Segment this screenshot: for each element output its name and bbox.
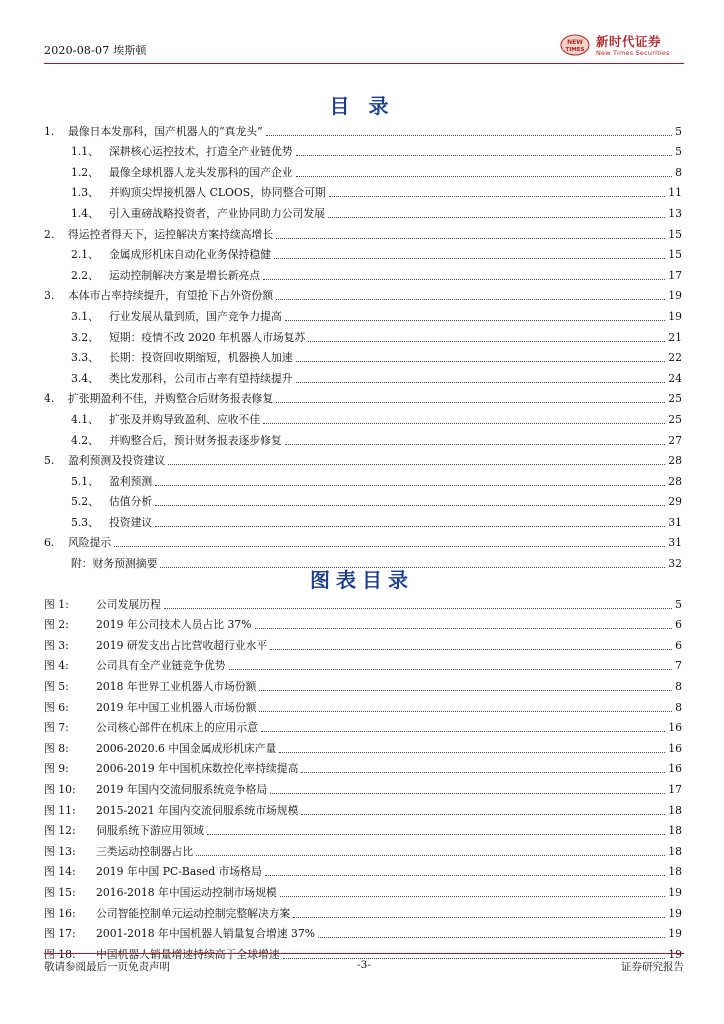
figure-caption: 2019 研发支出占比营收超行业水平 bbox=[96, 638, 268, 652]
table-of-contents bbox=[44, 118, 682, 571]
toc-entry-title: 运动控制解决方案是增长新亮点 bbox=[109, 268, 261, 282]
toc-entry-number: 3.2、 bbox=[71, 330, 99, 344]
figure-caption: 2019 年中国 PC-Based 市场格局 bbox=[96, 865, 262, 879]
logo-english-name: New Times Securities bbox=[596, 49, 670, 57]
figure-number: 图 18: bbox=[44, 947, 76, 961]
report-type: 证券研究报告 bbox=[621, 961, 684, 973]
toc-entry[interactable] bbox=[44, 530, 682, 551]
page-ref: 19 bbox=[668, 927, 682, 941]
figure-number: 图 4: bbox=[44, 659, 69, 673]
toc-entry-title: 行业发展从量到质，国产竞争力提高 bbox=[109, 309, 282, 323]
page-ref: 24 bbox=[668, 371, 682, 385]
page-ref: 31 bbox=[668, 536, 682, 550]
page-ref: 22 bbox=[668, 351, 682, 365]
page-ref: 18 bbox=[668, 865, 682, 879]
toc-entry[interactable] bbox=[44, 406, 682, 427]
toc-entry[interactable] bbox=[44, 139, 682, 160]
figure-caption: 2001-2018 年中国机器人销量复合增速 37% bbox=[96, 927, 316, 941]
toc-entry-number: 5. bbox=[44, 454, 55, 468]
toc-entry-title: 并购顶尖焊接机器人 CLOOS，协同整合可期 bbox=[109, 186, 326, 200]
toc-entry[interactable] bbox=[44, 118, 682, 139]
toc-title: 目 录 bbox=[329, 94, 395, 118]
figure-entry[interactable] bbox=[44, 591, 682, 612]
figure-number: 图 2: bbox=[44, 618, 69, 632]
dot-leader bbox=[155, 485, 665, 486]
dot-leader bbox=[280, 896, 665, 897]
toc-entry-title: 长期：投资回收期缩短，机器换人加速 bbox=[109, 351, 293, 365]
figure-entry[interactable] bbox=[44, 859, 682, 880]
toc-entry[interactable] bbox=[44, 365, 682, 386]
toc-entry-title: 最像全球机器人龙头发那科的国产企业 bbox=[109, 165, 293, 179]
figure-list-title: 图表目录 bbox=[310, 568, 414, 592]
toc-entry-number: 2. bbox=[44, 227, 55, 241]
page-ref: 25 bbox=[668, 392, 682, 406]
page-ref: 6 bbox=[675, 638, 682, 652]
toc-entry-title: 最像日本发那科，国产机器人的“真龙头” bbox=[68, 124, 263, 138]
dot-leader bbox=[263, 279, 665, 280]
figure-number: 图 16: bbox=[44, 906, 76, 920]
toc-entry[interactable] bbox=[44, 262, 682, 283]
toc-entry-number: 4. bbox=[44, 392, 55, 406]
dot-leader bbox=[328, 217, 665, 218]
figure-caption: 三类运动控制器占比 bbox=[96, 844, 194, 858]
page-ref: 29 bbox=[668, 495, 682, 509]
toc-entry-number: 5.1、 bbox=[71, 474, 99, 488]
page-ref: 13 bbox=[668, 206, 682, 220]
figure-caption: 伺服系统下游应用领域 bbox=[96, 824, 204, 838]
dot-leader bbox=[270, 793, 665, 794]
page-ref: 18 bbox=[668, 803, 682, 817]
page-ref: 5 bbox=[675, 124, 682, 138]
page-ref: 27 bbox=[668, 433, 682, 447]
toc-entry-title: 深耕核心运控技术，打造全产业链优势 bbox=[109, 145, 293, 159]
toc-entry-number: 1. bbox=[44, 124, 55, 138]
page-ref: 16 bbox=[668, 721, 682, 735]
toc-entry-title: 盈利预测及投资建议 bbox=[68, 454, 166, 468]
page-number: -3- bbox=[357, 959, 371, 971]
page-ref: 17 bbox=[668, 782, 682, 796]
page-ref: 8 bbox=[675, 165, 682, 179]
toc-entry-number: 6. bbox=[44, 536, 55, 550]
toc-entry[interactable] bbox=[44, 242, 682, 263]
toc-entry[interactable] bbox=[44, 427, 682, 448]
figure-caption: 公司发展历程 bbox=[96, 597, 161, 611]
figure-caption: 2006-2019 年中国机床数控化率持续提高 bbox=[96, 762, 299, 776]
toc-entry-title: 风险提示 bbox=[68, 536, 112, 550]
figure-number: 图 14: bbox=[44, 865, 76, 879]
page-ref: 32 bbox=[668, 557, 682, 571]
toc-entry-number: 1.2、 bbox=[71, 165, 99, 179]
figure-caption: 2016-2018 年中国运动控制市场规模 bbox=[96, 885, 277, 899]
toc-entry-number: 3.1、 bbox=[71, 309, 99, 323]
toc-entry[interactable] bbox=[44, 509, 682, 530]
page-ref: 15 bbox=[668, 248, 682, 262]
toc-entry-number: 1.4、 bbox=[71, 206, 99, 220]
figure-number: 图 13: bbox=[44, 844, 76, 858]
logo-chinese-name: 新时代证券 bbox=[596, 34, 662, 49]
toc-entry-title: 扩张及并购导致盈利、应收不佳 bbox=[109, 412, 261, 426]
page-ref: 19 bbox=[668, 885, 682, 899]
figure-entry[interactable] bbox=[44, 900, 682, 921]
toc-entry-title: 投资建议 bbox=[109, 515, 153, 529]
figure-entry[interactable] bbox=[44, 776, 682, 797]
logo-mark-icon bbox=[560, 34, 590, 56]
figure-caption: 公司具有全产业链竞争优势 bbox=[96, 659, 226, 673]
page-ref: 8 bbox=[675, 700, 682, 714]
toc-entry[interactable] bbox=[44, 159, 682, 180]
svg-text:TIMES: TIMES bbox=[565, 47, 585, 53]
toc-entry[interactable] bbox=[44, 345, 682, 366]
figure-caption: 中国机器人销量增速持续高于全球增速 bbox=[96, 947, 280, 961]
dot-leader bbox=[207, 834, 665, 835]
page-ref: 28 bbox=[668, 454, 682, 468]
toc-entry[interactable] bbox=[44, 324, 682, 345]
page-ref: 15 bbox=[668, 227, 682, 241]
page-ref: 28 bbox=[668, 474, 682, 488]
toc-entry-title: 估值分析 bbox=[109, 495, 153, 509]
dot-leader bbox=[168, 464, 665, 465]
figure-list bbox=[44, 591, 682, 962]
toc-entry[interactable] bbox=[44, 468, 682, 489]
page-ref: 19 bbox=[668, 309, 682, 323]
dot-leader bbox=[196, 855, 665, 856]
figure-caption: 2019 年国内交流伺服系统竞争格局 bbox=[96, 782, 268, 796]
figure-entry[interactable] bbox=[44, 756, 682, 777]
dot-leader bbox=[266, 135, 673, 136]
toc-entry[interactable] bbox=[44, 303, 682, 324]
figure-number: 图 17: bbox=[44, 927, 76, 941]
dot-leader bbox=[274, 258, 665, 259]
toc-entry-number: 3.4、 bbox=[71, 371, 99, 385]
toc-entry-title: 金属成形机床自动化业务保持稳健 bbox=[109, 248, 271, 262]
toc-entry[interactable] bbox=[44, 489, 682, 510]
toc-entry-title: 扩张期盈利不佳，并购整合后财务报表修复 bbox=[68, 392, 274, 406]
footer-divider bbox=[44, 953, 684, 954]
page-ref: 18 bbox=[668, 824, 682, 838]
dot-leader bbox=[308, 341, 665, 342]
page-ref: 21 bbox=[668, 330, 682, 344]
toc-entry-title: 引入重磅战略投资者，产业协同助力公司发展 bbox=[109, 206, 325, 220]
figure-number: 图 5: bbox=[44, 679, 69, 693]
brand-logo bbox=[560, 32, 684, 66]
dot-leader bbox=[318, 937, 665, 938]
figure-number: 图 9: bbox=[44, 762, 69, 776]
toc-entry-title: 短期：疫情不改 2020 年机器人市场复苏 bbox=[109, 330, 306, 344]
figure-entry[interactable] bbox=[44, 673, 682, 694]
dot-leader bbox=[265, 875, 666, 876]
dot-leader bbox=[270, 649, 672, 650]
toc-entry-number: 5.3、 bbox=[71, 515, 99, 529]
toc-entry[interactable] bbox=[44, 386, 682, 407]
toc-entry-title: 得运控者得天下，运控解决方案持续高增长 bbox=[68, 227, 274, 241]
dot-leader bbox=[301, 772, 665, 773]
figure-caption: 2019 年中国工业机器人市场份额 bbox=[96, 700, 257, 714]
page-ref: 7 bbox=[675, 659, 682, 673]
toc-entry-number: 4.1、 bbox=[71, 412, 99, 426]
dot-leader bbox=[114, 546, 665, 547]
page-ref: 5 bbox=[675, 597, 682, 611]
dot-leader bbox=[263, 423, 665, 424]
page-ref: 25 bbox=[668, 412, 682, 426]
dot-leader bbox=[279, 752, 665, 753]
figure-entry[interactable] bbox=[44, 694, 682, 715]
toc-entry-number: 5.2、 bbox=[71, 495, 99, 509]
figure-caption: 公司核心部件在机床上的应用示意 bbox=[96, 721, 258, 735]
dot-leader bbox=[255, 628, 673, 629]
toc-entry-title: 本体市占率持续提升，有望抢下占外资份额 bbox=[68, 289, 274, 303]
toc-entry-title: 附：财务预测摘要 bbox=[71, 557, 158, 571]
figure-entry[interactable] bbox=[44, 921, 682, 942]
toc-entry[interactable] bbox=[44, 448, 682, 469]
figure-number: 图 10: bbox=[44, 782, 76, 796]
page-ref: 19 bbox=[668, 906, 682, 920]
toc-entry-number: 1.3、 bbox=[71, 186, 99, 200]
dot-leader bbox=[301, 814, 665, 815]
dot-leader bbox=[296, 382, 666, 383]
page-header bbox=[44, 34, 684, 60]
toc-entry-title: 盈利预测 bbox=[109, 474, 153, 488]
figure-caption: 2006-2020.6 中国金属成形机床产量 bbox=[96, 741, 277, 755]
dot-leader bbox=[296, 361, 666, 362]
figure-caption: 公司智能控制单元运动控制完整解决方案 bbox=[96, 906, 291, 920]
dot-leader bbox=[296, 176, 673, 177]
figure-number: 图 3: bbox=[44, 638, 69, 652]
figure-number: 图 11: bbox=[44, 803, 76, 817]
page-ref: 5 bbox=[675, 145, 682, 159]
figure-number: 图 12: bbox=[44, 824, 76, 838]
dot-leader bbox=[285, 444, 666, 445]
dot-leader bbox=[329, 196, 666, 197]
page-ref: 17 bbox=[668, 268, 682, 282]
toc-entry-number: 3.3、 bbox=[71, 351, 99, 365]
figure-caption: 2018 年世界工业机器人市场份额 bbox=[96, 679, 257, 693]
toc-entry-title: 类比发那科，公司市占率有望持续提升 bbox=[109, 371, 293, 385]
header-divider bbox=[44, 63, 684, 64]
figure-caption: 2019 年公司技术人员占比 37% bbox=[96, 618, 252, 632]
page-ref: 18 bbox=[668, 844, 682, 858]
figure-entry[interactable] bbox=[44, 612, 682, 633]
figure-entry[interactable] bbox=[44, 879, 682, 900]
dot-leader bbox=[276, 402, 665, 403]
toc-entry[interactable] bbox=[44, 283, 682, 304]
figure-caption: 2015-2021 年国内交流伺服系统市场规模 bbox=[96, 803, 299, 817]
figure-number: 图 7: bbox=[44, 721, 69, 735]
dot-leader bbox=[229, 669, 673, 670]
toc-entry-number: 3. bbox=[44, 289, 55, 303]
svg-text:NEW: NEW bbox=[567, 39, 583, 46]
toc-entry-number: 1.1、 bbox=[71, 145, 99, 159]
toc-entry[interactable] bbox=[44, 200, 682, 221]
toc-entry-number: 2.1、 bbox=[71, 248, 99, 262]
page-ref: 16 bbox=[668, 762, 682, 776]
disclaimer-note: 敬请参阅最后一页免责声明 bbox=[44, 961, 170, 973]
toc-entry[interactable] bbox=[44, 180, 682, 201]
page-ref: 16 bbox=[668, 741, 682, 755]
toc-entry-number: 2.2、 bbox=[71, 268, 99, 282]
dot-leader bbox=[276, 238, 665, 239]
dot-leader bbox=[155, 526, 665, 527]
figure-entry[interactable] bbox=[44, 715, 682, 736]
dot-leader bbox=[293, 917, 665, 918]
page-ref: 19 bbox=[668, 289, 682, 303]
dot-leader bbox=[285, 320, 666, 321]
dot-leader bbox=[164, 608, 672, 609]
figure-number: 图 1: bbox=[44, 597, 69, 611]
figure-number: 图 15: bbox=[44, 885, 76, 899]
figure-entry[interactable] bbox=[44, 838, 682, 859]
page-ref: 8 bbox=[675, 679, 682, 693]
dot-leader bbox=[296, 155, 673, 156]
report-date-company: 2020-08-07 埃斯顿 bbox=[44, 44, 147, 57]
figure-number: 图 6: bbox=[44, 700, 69, 714]
dot-leader bbox=[259, 711, 672, 712]
figure-entry[interactable] bbox=[44, 818, 682, 839]
dot-leader bbox=[261, 731, 665, 732]
figure-entry[interactable] bbox=[44, 632, 682, 653]
dot-leader bbox=[259, 690, 672, 691]
dot-leader bbox=[276, 299, 665, 300]
figure-entry[interactable] bbox=[44, 653, 682, 674]
figure-entry[interactable] bbox=[44, 735, 682, 756]
toc-entry-title: 并购整合后，预计财务报表逐步修复 bbox=[109, 433, 282, 447]
figure-number: 图 8: bbox=[44, 741, 69, 755]
toc-entry-number: 4.2、 bbox=[71, 433, 99, 447]
page-ref: 19 bbox=[668, 947, 682, 961]
page-ref: 31 bbox=[668, 515, 682, 529]
page-ref: 6 bbox=[675, 618, 682, 632]
dot-leader bbox=[155, 505, 665, 506]
toc-entry[interactable] bbox=[44, 221, 682, 242]
page-ref: 11 bbox=[668, 186, 682, 200]
figure-entry[interactable] bbox=[44, 797, 682, 818]
